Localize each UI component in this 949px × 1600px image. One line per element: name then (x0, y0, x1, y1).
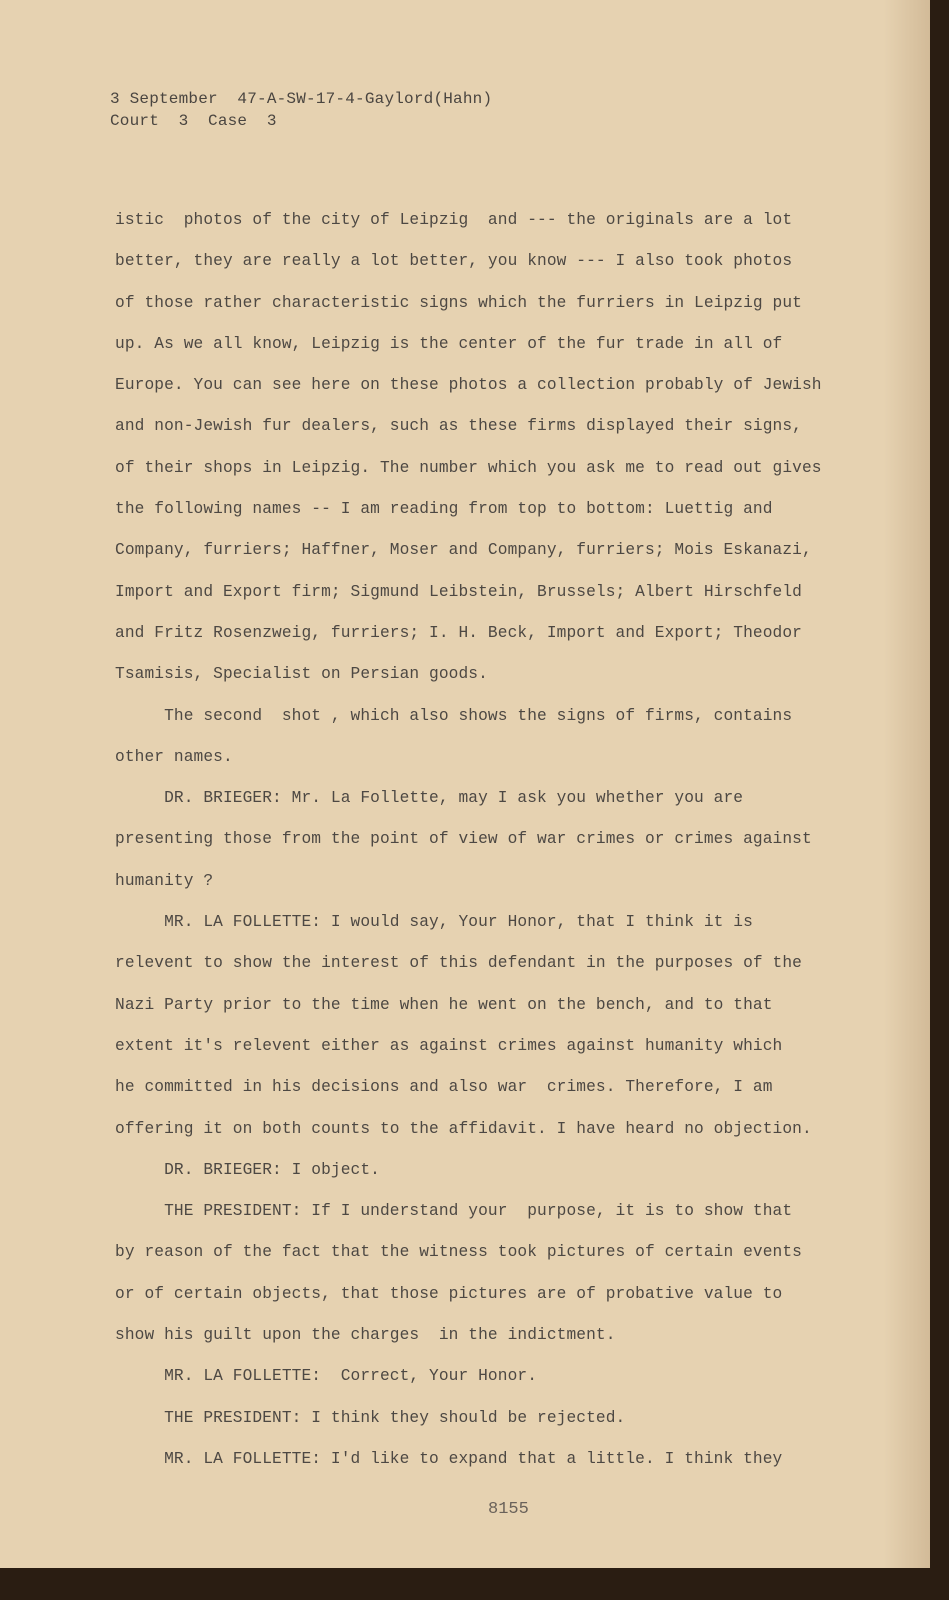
transcript-line: up. As we all know, Leipzig is the center of the fur trade in all of (115, 334, 783, 353)
page-number: 8155 (488, 1500, 529, 1519)
transcript-line: Company, furriers; Haffner, Moser and Company, furriers; Mois Eskanazi, (115, 541, 812, 560)
transcript-line: offering it on both counts to the affidavit. I have heard no objection. (115, 1119, 812, 1138)
transcript-line: MR. LA FOLLETTE: I would say, Your Honor, that I think it is (115, 913, 753, 932)
transcript-line: Import and Export firm; Sigmund Leibstein, Brussels; Albert Hirschfeld (115, 582, 802, 601)
transcript-line: MR. LA FOLLETTE: Correct, Your Honor. (115, 1367, 538, 1386)
transcript-line: show his guilt upon the charges in the indictment. (115, 1326, 616, 1345)
transcript-line: other names. (115, 747, 233, 766)
transcript-body (115, 200, 850, 1480)
header-court-case: Court 3 Case 3 (110, 112, 277, 130)
transcript-line: relevent to show the interest of this defendant in the purposes of the (115, 954, 802, 973)
transcript-line: of their shops in Leipzig. The number which you ask me to read out gives (115, 458, 822, 477)
transcript-line: humanity ? (115, 871, 214, 890)
transcript-line: he committed in his decisions and also war crimes. Therefore, I am (115, 1078, 773, 1097)
transcript-line: extent it's relevent either as against crimes against humanity which (115, 1036, 783, 1055)
transcript-line: Europe. You can see here on these photos a collection probably of Jewish (115, 376, 822, 395)
transcript-line: Tsamisis, Specialist on Persian goods. (115, 665, 488, 684)
transcript-line: DR. BRIEGER: I object. (115, 1160, 380, 1179)
transcript-line: by reason of the fact that the witness took pictures of certain events (115, 1243, 802, 1262)
transcript-line: MR. LA FOLLETTE: I'd like to expand that a little. I think they (115, 1449, 783, 1468)
transcript-line: THE PRESIDENT: If I understand your purpose, it is to show that (115, 1202, 793, 1221)
header-date-reference: 3 September 47-A-SW-17-4-Gaylord(Hahn) (110, 90, 493, 108)
transcript-line: THE PRESIDENT: I think they should be rejected. (115, 1408, 626, 1427)
transcript-line: Nazi Party prior to the time when he went on the bench, and to that (115, 995, 773, 1014)
transcript-line: better, they are really a lot better, you know --- I also took photos (115, 252, 793, 271)
transcript-line: presenting those from the point of view of war crimes or crimes against (115, 830, 812, 849)
transcript-line: and Fritz Rosenzweig, furriers; I. H. Beck, Import and Export; Theodor (115, 623, 802, 642)
transcript-line: of those rather characteristic signs which the furriers in Leipzig put (115, 293, 802, 312)
transcript-line: or of certain objects, that those pictures are of probative value to (115, 1284, 783, 1303)
document-header (110, 88, 492, 132)
transcript-line: and non-Jewish fur dealers, such as these firms displayed their signs, (115, 417, 802, 436)
transcript-line: istic photos of the city of Leipzig and --- the originals are a lot (115, 211, 793, 229)
transcript-line: DR. BRIEGER: Mr. La Follette, may I ask you whether you are (115, 789, 744, 808)
transcript-line: The second shot , which also shows the signs of firms, contains (115, 706, 793, 725)
transcript-line: the following names -- I am reading from top to bottom: Luettig and (115, 500, 773, 519)
